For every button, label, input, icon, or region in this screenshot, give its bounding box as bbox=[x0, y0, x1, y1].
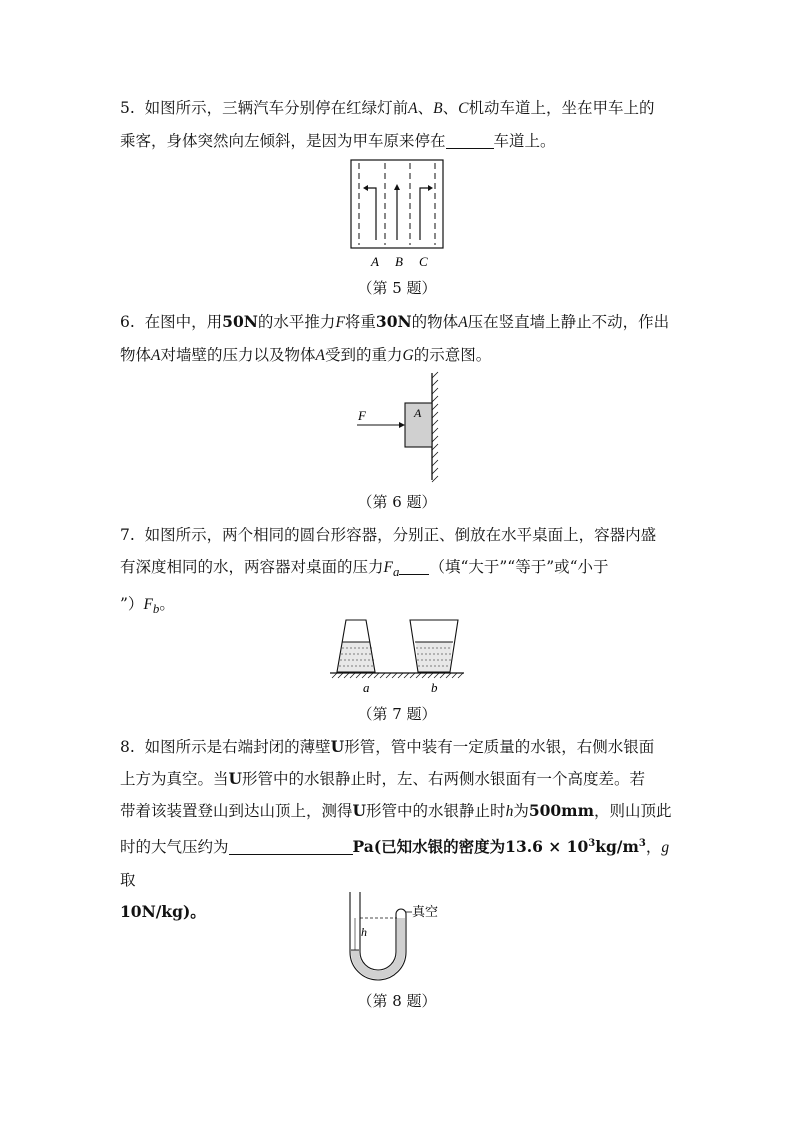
answer-blank-7[interactable] bbox=[399, 558, 429, 575]
container-b-label: b bbox=[431, 680, 438, 695]
water-b bbox=[416, 642, 452, 672]
vacuum-label: 真空 bbox=[412, 904, 439, 919]
question-7-line-3: $”)F_b$。 bbox=[120, 595, 175, 617]
question-8-line-2: 上方为真空。当U形管中的水银静止时，左、右两侧水银面有一个高度差。若 bbox=[120, 769, 646, 788]
answer-blank-8[interactable] bbox=[229, 838, 353, 855]
answer-blank-5[interactable] bbox=[446, 132, 494, 149]
question-5 bbox=[120, 92, 680, 157]
question-8-line-3: 带着该装置登山到达山顶上，测得U形管中的水银静止时h为500mm，则山顶此 bbox=[120, 801, 672, 820]
figure-7-containers bbox=[328, 618, 466, 698]
caption-8: （第 8 题） bbox=[357, 992, 437, 1010]
block-a-label: A bbox=[414, 406, 422, 420]
caption-7: （第 7 题） bbox=[357, 705, 437, 723]
question-8-line-5: 10N/kg)。 bbox=[120, 902, 206, 922]
question-7 bbox=[120, 519, 680, 625]
caption-5: （第 5 题） bbox=[357, 279, 437, 297]
question-6-line-2: 物体A对墙壁的压力以及物体A受到的重力G的示意图。 bbox=[120, 346, 492, 364]
force-f-label: F bbox=[358, 408, 366, 423]
question-6-line-1: 6. 在图中，用50N的水平推力F将重30N的物体A压在竖直墙上静止不动，作出 bbox=[120, 312, 670, 331]
question-8-line-4: 时的大气压约为 Pa(已知水银的密度为$13.6 \times 10^3kg/m^3$，g取 bbox=[120, 837, 670, 890]
height-h-label: h bbox=[361, 925, 367, 939]
question-5-line-1: 5. 如图所示，三辆汽车分别停在红绿灯前A、B、C机动车道上，坐在甲车上的 bbox=[120, 99, 655, 117]
lane-b-label: B bbox=[395, 254, 403, 269]
question-7-line-1: 7. 如图所示，两个相同的圆台形容器，分别正、倒放在水平桌面上，容器内盛 bbox=[120, 526, 657, 544]
force-arrow-head bbox=[399, 422, 405, 428]
figure-8-u-tube bbox=[340, 890, 460, 985]
question-6 bbox=[120, 306, 680, 372]
lane-c-label: C bbox=[419, 254, 428, 269]
lane-a-label: A bbox=[371, 254, 379, 269]
question-7-line-2: 有深度相同的水，两容器对桌面的压力$F_a$ （填“大于”“等于”或“小于 bbox=[120, 558, 609, 580]
question-8-line-1: 8. 如图所示是右端封闭的薄壁U形管，管中装有一定质量的水银，右侧水银面 bbox=[120, 737, 655, 756]
caption-6: （第 6 题） bbox=[357, 493, 437, 511]
figure-5-lanes bbox=[348, 158, 446, 270]
water-a bbox=[338, 642, 374, 672]
figure-6-wall-block bbox=[352, 370, 452, 485]
container-a-label: a bbox=[363, 680, 370, 695]
question-5-line-2: 乘客，身体突然向左倾斜，是因为甲车原来停在 车道上。 bbox=[120, 132, 556, 150]
